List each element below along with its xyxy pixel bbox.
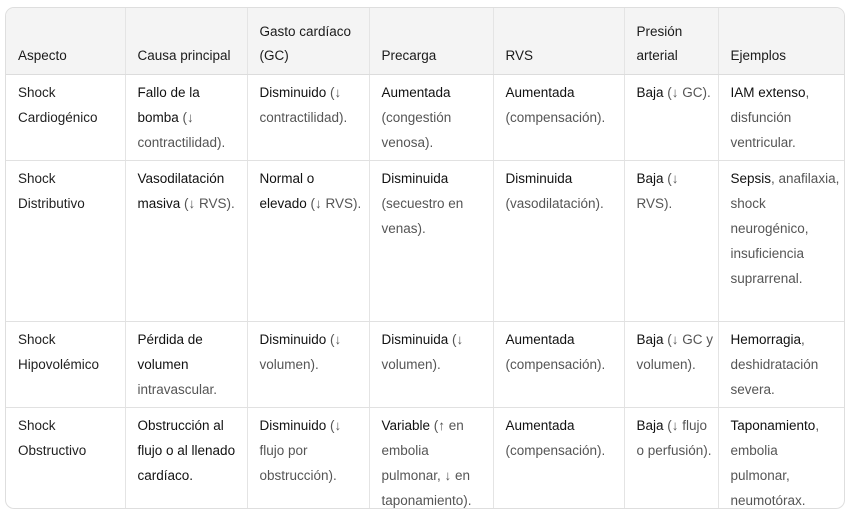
cell-rvs-detail: (compensación). — [505, 110, 606, 125]
cell-precarga-detail: (secuestro en venas). — [381, 196, 464, 236]
cell-gasto-main: Disminuido — [259, 332, 327, 347]
cell-ejemplos — [718, 408, 844, 510]
cell-presion-main: Baja — [636, 85, 664, 100]
table-row — [6, 322, 844, 408]
cell-rvs-main: Disminuida — [505, 171, 573, 186]
cell-causa-detail: intravascular. — [137, 382, 218, 397]
cell-precarga — [369, 322, 493, 408]
cell-gasto-detail: (↓ flujo por obstrucción). — [259, 418, 342, 483]
cell-causa-detail: (↓ contractilidad). — [137, 110, 226, 150]
cell-ejemplos-detail: , disfunción ventricular. — [730, 85, 810, 150]
cell-presion-detail: (↓ flujo o perfusión). — [636, 418, 712, 458]
cell-precarga — [369, 408, 493, 510]
cell-gasto-main: Disminuido — [259, 418, 327, 433]
cell-rvs-main: Aumentada — [505, 85, 575, 100]
header-rvs: RVS — [493, 8, 624, 75]
cell-gasto-main: Normal o elevado — [259, 171, 315, 211]
cell-rvs — [493, 322, 624, 408]
cell-aspecto: Shock Distributivo — [6, 161, 125, 322]
cell-rvs — [493, 161, 624, 322]
cell-rvs-main: Aumentada — [505, 418, 575, 433]
cell-ejemplos-detail: , deshidratación severa. — [730, 332, 819, 397]
cell-causa-main: Fallo de la bomba — [137, 85, 200, 125]
cell-causa — [125, 322, 247, 408]
cell-ejemplos-main: IAM extenso — [730, 85, 806, 100]
cell-presion-detail: (↓ GC y volumen). — [636, 332, 714, 372]
cell-precarga-main: Variable — [381, 418, 431, 433]
cell-gasto-detail: (↓ RVS). — [306, 196, 362, 211]
cell-ejemplos — [718, 161, 844, 322]
cell-aspecto: Shock Hipovolémico — [6, 322, 125, 408]
cell-gasto — [247, 75, 369, 161]
table-row — [6, 75, 844, 161]
cell-rvs — [493, 408, 624, 510]
cell-precarga-main: Disminuida — [381, 171, 449, 186]
table-row — [6, 161, 844, 322]
cell-gasto-detail: (↓ volumen). — [259, 332, 342, 372]
cell-aspecto: Shock Cardiogénico — [6, 75, 125, 161]
cell-rvs-main: Aumentada — [505, 332, 575, 347]
table — [6, 8, 844, 509]
cell-rvs-detail: (compensación). — [505, 443, 606, 458]
cell-rvs-detail: (compensación). — [505, 357, 606, 372]
cell-presion-detail: (↓ GC). — [663, 85, 711, 100]
cell-ejemplos-detail: , embolia pulmonar, neumotórax. — [730, 418, 820, 508]
cell-precarga — [369, 161, 493, 322]
cell-gasto-main: Disminuido — [259, 85, 327, 100]
cell-causa — [125, 408, 247, 510]
cell-presion — [624, 322, 718, 408]
cell-presion-main: Baja — [636, 332, 664, 347]
cell-presion — [624, 408, 718, 510]
cell-causa-detail: (↓ RVS). — [180, 196, 235, 211]
shock-comparison-table — [5, 7, 845, 509]
cell-precarga-main: Disminuida — [381, 332, 449, 347]
cell-gasto-detail: (↓ contractilidad). — [259, 85, 348, 125]
header-precarga: Precarga — [369, 8, 493, 75]
cell-ejemplos — [718, 75, 844, 161]
table-row — [6, 408, 844, 510]
cell-causa — [125, 161, 247, 322]
cell-ejemplos-main: Hemorragia — [730, 332, 802, 347]
cell-precarga — [369, 75, 493, 161]
cell-rvs-detail: (vasodilatación). — [505, 196, 604, 211]
cell-gasto — [247, 322, 369, 408]
cell-presion-main: Baja — [636, 171, 664, 186]
cell-rvs — [493, 75, 624, 161]
cell-precarga-detail: (↓ volumen). — [381, 332, 464, 372]
cell-ejemplos — [718, 322, 844, 408]
cell-presion-main: Baja — [636, 418, 664, 433]
cell-precarga-detail: (↑ en embolia pulmonar, ↓ en taponamiento). — [381, 418, 472, 508]
cell-causa-main: Vasodilatación masiva — [137, 171, 225, 211]
cell-aspecto: Shock Obstructivo — [6, 408, 125, 510]
cell-ejemplos-main: Taponamiento — [730, 418, 816, 433]
cell-presion — [624, 161, 718, 322]
cell-gasto — [247, 408, 369, 510]
cell-causa — [125, 75, 247, 161]
header-gasto: Gasto cardíaco (GC) — [247, 8, 369, 75]
cell-precarga-main: Aumentada — [381, 85, 451, 100]
cell-presion — [624, 75, 718, 161]
header-ejemplos: Ejemplos — [718, 8, 844, 75]
cell-gasto — [247, 161, 369, 322]
cell-precarga-detail: (congestión venosa). — [381, 110, 452, 150]
cell-causa-main: Pérdida de volumen — [137, 332, 203, 372]
header-aspecto: Aspecto — [6, 8, 125, 75]
cell-ejemplos-main: Sepsis — [730, 171, 772, 186]
header-row — [6, 8, 844, 75]
cell-ejemplos-detail: , anafilaxia, shock neurogénico, insuficiencia suprarrenal. — [730, 171, 840, 286]
cell-causa-main: Obstrucción al flujo o al llenado cardíaco. — [137, 418, 236, 483]
header-presion: Presión arterial — [624, 8, 718, 75]
header-causa: Causa principal — [125, 8, 247, 75]
cell-presion-detail: (↓ RVS). — [636, 171, 679, 211]
